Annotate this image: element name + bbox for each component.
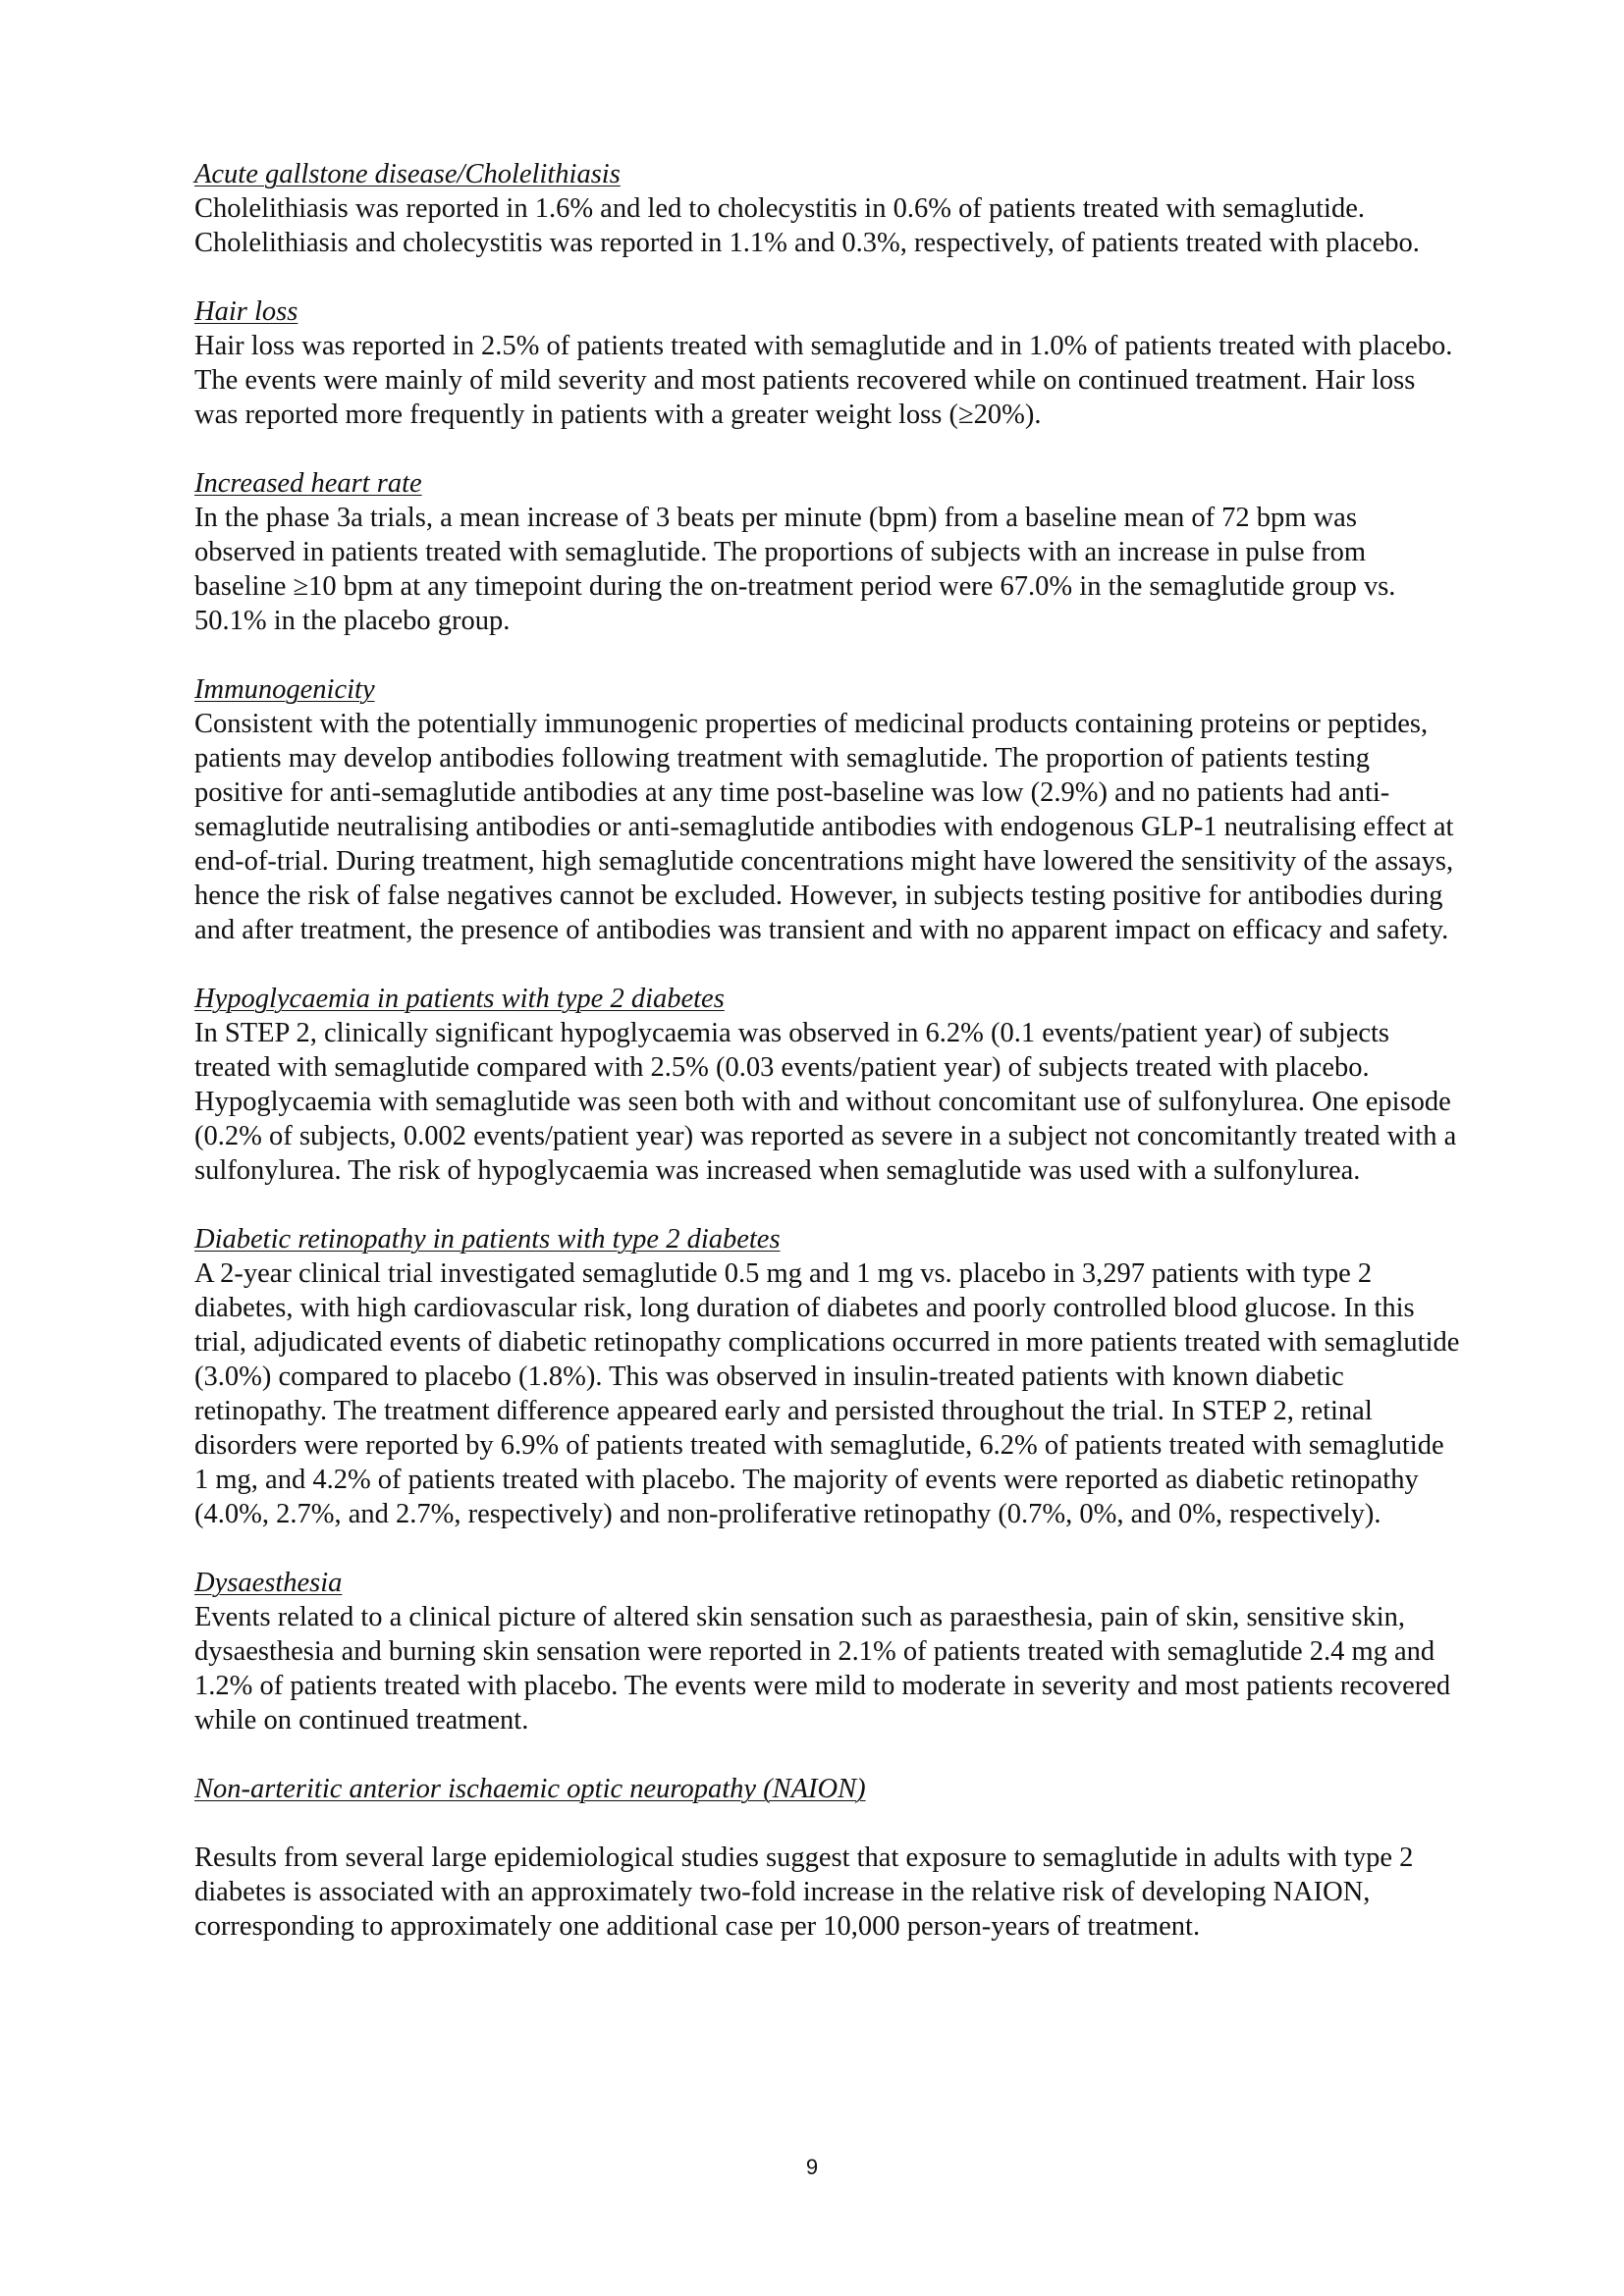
blank-line <box>194 1806 1461 1841</box>
document-page <box>194 157 1461 1978</box>
section-paragraph: Hair loss was reported in 2.5% of patients treated with semaglutide and in 1.0% of patients treated with placebo. The events were mainly of mild severity and most patients recovered while on continued treatment. Hair loss was reported more frequently in patients with a greater weight loss (≥20%). <box>194 331 1453 430</box>
section-hypoglycaemia <box>194 982 1461 1188</box>
section-dysaesthesia <box>194 1566 1461 1737</box>
section-paragraph: Cholelithiasis was reported in 1.6% and led to cholecystitis in 0.6% of patients treated with semaglutide. Cholelithiasis and cholecystitis was reported in 1.1% and 0.3%, respectively, of patients treated with placebo. <box>194 193 1420 258</box>
section-paragraph: Consistent with the potentially immunogenic properties of medicinal products containing proteins or peptides, patients may develop antibodies following treatment with semaglutide. The proportion of patients testing positive for anti-semaglutide antibodies at any time post-baseline was low (2.9%) and no patients had anti-semaglutide neutralising antibodies or anti-semaglutide antibodies with endogenous GLP-1 neutralising effect at end-of-trial. During treatment, high semaglutide concentrations might have lowered the sensitivity of the assays, hence the risk of false negatives cannot be excluded. However, in subjects testing positive for antibodies during and after treatment, the presence of antibodies was transient and with no apparent impact on efficacy and safety. <box>194 709 1454 945</box>
section-heart-rate <box>194 466 1461 638</box>
section-naion <box>194 1772 1461 1944</box>
section-heading: Diabetic retinopathy in patients with type 2 diabetes <box>194 1224 781 1255</box>
section-immunogenicity <box>194 672 1461 947</box>
section-heading: Hypoglycaemia in patients with type 2 diabetes <box>194 984 725 1014</box>
section-paragraph: In the phase 3a trials, a mean increase of 3 beats per minute (bpm) from a baseline mean of 72 bpm was observed in patients treated with semaglutide. The proportions of subjects with an increase in pulse from baseline ≥10 bpm at any timepoint during the on-treatment period were 67.0% in the semaglutide group vs. 50.1% in the placebo group. <box>194 503 1396 636</box>
section-paragraph: Results from several large epidemiological studies suggest that exposure to semaglutide in adults with type 2 diabetes is associated with an approximately two-fold increase in the relative risk of developing NAION, corresponding to approximately one additional case per 10,000 person-years of treatment. <box>194 1842 1414 1942</box>
section-heading: Increased heart rate <box>194 468 422 499</box>
section-diabetic-retinopathy <box>194 1222 1461 1531</box>
section-paragraph: Events related to a clinical picture of altered skin sensation such as paraesthesia, pain of skin, sensitive skin, dysaesthesia and burning skin sensation were reported in 2.1% of patients treated with semaglutide 2.4 mg and 1.2% of patients treated with placebo. The events were mild to moderate in severity and most patients recovered while on continued treatment. <box>194 1602 1451 1735</box>
section-paragraph: In STEP 2, clinically significant hypoglycaemia was observed in 6.2% (0.1 events/patient year) of subjects treated with semaglutide compared with 2.5% (0.03 events/patient year) of subjects treated with placebo. Hypoglycaemia with semaglutide was seen both with and without concomitant use of sulfonylurea. One episode (0.2% of subjects, 0.002 events/patient year) was reported as severe in a subject not concomitantly treated with a sulfonylurea. The risk of hypoglycaemia was increased when semaglutide was used with a sulfonylurea. <box>194 1018 1457 1186</box>
page-number: 9 <box>805 2155 819 2179</box>
section-heading: Hair loss <box>194 296 298 327</box>
section-hair-loss <box>194 294 1461 432</box>
section-paragraph: A 2-year clinical trial investigated semaglutide 0.5 mg and 1 mg vs. placebo in 3,297 patients with type 2 diabetes, with high cardiovascular risk, long duration of diabetes and poorly controlled blood glucose. In this trial, adjudicated events of diabetic retinopathy complications occurred in more patients treated with semaglutide (3.0%) compared to placebo (1.8%). This was observed in insulin-treated patients with known diabetic retinopathy. The treatment difference appeared early and persisted throughout the trial. In STEP 2, retinal disorders were reported by 6.9% of patients treated with semaglutide, 6.2% of patients treated with semaglutide 1 mg, and 4.2% of patients treated with placebo. The majority of events were reported as diabetic retinopathy (4.0%, 2.7%, and 2.7%, respectively) and non-proliferative retinopathy (0.7%, 0%, and 0%, respectively). <box>194 1258 1460 1529</box>
section-heading: Acute gallstone disease/Cholelithiasis <box>194 159 621 189</box>
section-heading: Immunogenicity <box>194 674 375 705</box>
section-heading: Dysaesthesia <box>194 1568 343 1598</box>
section-heading: Non-arteritic anterior ischaemic optic neuropathy (NAION) <box>194 1774 866 1804</box>
section-gallstone <box>194 157 1461 260</box>
